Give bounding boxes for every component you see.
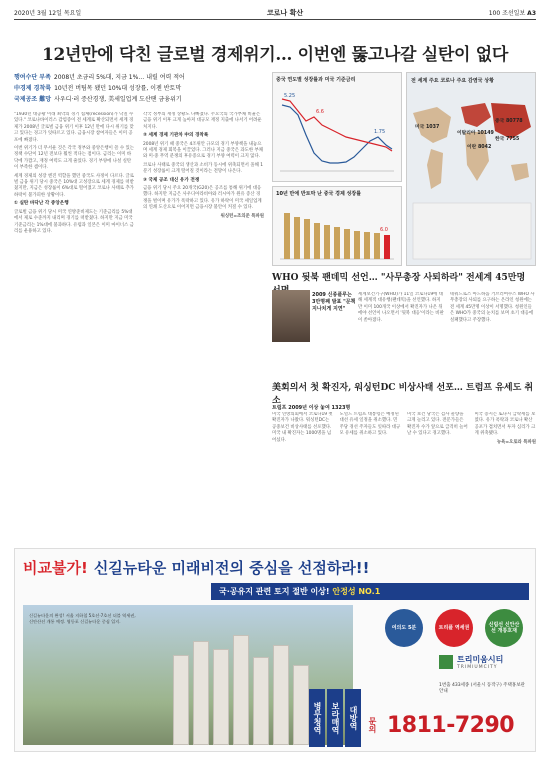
page-header [14, 8, 536, 20]
chart-title: 중국 연도별 성장률과 미국 기준금리 [276, 77, 356, 83]
brand-logo [439, 653, 529, 675]
building [213, 649, 229, 745]
sub-headline [14, 83, 264, 94]
ad-bar-text: 국·공유지 관련 토지 절반 이상! [219, 587, 330, 596]
phone-label: 문의 [368, 717, 377, 733]
continent-africa [465, 131, 492, 181]
ad-badge: 신림선 신안산선 개통호재 [485, 609, 523, 647]
us-subhead: 트럼프 2009년 이상 놓여 1323명 [272, 405, 351, 411]
chart-graphic [276, 199, 398, 263]
sub-headline [14, 72, 264, 83]
station-sign: 대방역 [345, 689, 361, 747]
article-column: 미국 보건 당국은 검사 물량을 크게 늘리고 있다. 전문가들은 확진자 수가 앞으로 급격히 늘어날 수 있다고 경고했다. [407, 412, 468, 437]
article-paragraph: 코로나 사태로 중국의 생산과 소비가 동시에 위축되면서 올해 1분기 성장률이 크게 떨어질 것이라는 전망이 나온다. [143, 162, 263, 175]
article-paragraph: "1930년 대공황 이래 최악의 경기 침체(recession)가 닥칠 수 있다." 코로나바이러스 감염증이 전 세계로 확산되면서 세계 경제가 2008년 글로벌 금융 위기 이후 12년 만에 다시 위기를 맞고 있다는 경고가 잇따르고 있다. 금융시장 참여자들은 이미 공포에 빠졌다. [14, 112, 134, 143]
logo-name: 트리미움시티 [457, 655, 504, 664]
chart-graphic [276, 85, 398, 177]
paper-name: 100 조선일보 [488, 10, 526, 17]
bar [344, 229, 350, 259]
article-subhead: ① 실탄 바닥난 각 중앙은행 [14, 201, 69, 207]
continent-south-america [427, 149, 443, 189]
article-subhead: ② 세계 경제 기관차 中의 경착륙 [143, 133, 209, 139]
sub-text: 10년전 버팀목 됐던 10%대 성장률, 이젠 반토막 [54, 85, 182, 92]
who-director-photo [272, 290, 310, 342]
section-title: 코로나 확산 [266, 8, 304, 17]
building [253, 657, 269, 745]
bar [304, 219, 310, 259]
building [233, 635, 249, 745]
continent-oceania [511, 163, 529, 181]
article-paragraph: 2008년 위기 때 중국은 4조위안 규모의 경기 부양책을 내놓으며 세계 경제 회복을 이끌었다. 그러나 지금 중국은 과도한 부채와 미·중 무역 분쟁의 후유증으로 경기 부양 여력이 크지 않다. [143, 141, 263, 160]
article-paragraph: 글로벌 금융 위기 당시 미국 연방준비제도는 기준금리를 5%대에서 제로 수준까지 내리며 경기를 떠받쳤다. 하지만 지금 미국 기준금리는 1%대에 불과하다. 유럽과 일본은 이미 마이너스 금리를 운용하고 있다. [14, 209, 134, 234]
building [273, 645, 289, 745]
ad-headline-blue: 신길뉴타운 미래비전의 중심을 선점하라!! [93, 559, 370, 577]
map-title: 전 세계 주요 코로나 주요 감염국 상황 [411, 78, 494, 84]
ad-headline [23, 557, 370, 578]
ad-badge: 여의도 5분 [385, 609, 423, 647]
sub-text: 2008년 초금리 5%대, 지금 1%… 내릴 여력 적어 [53, 74, 185, 81]
real-estate-ad [14, 548, 536, 752]
data-label: 6.6 [316, 109, 324, 115]
sub-headline [14, 94, 264, 105]
bar [284, 213, 290, 259]
article-column: 미국 연방의회에서 코로나19 첫 확진자가 나왔다. 워싱턴DC는 공중보건 비상사태를 선포했다. 미국 내 확진자는 1000명을 넘어섰다. [272, 412, 333, 443]
article-column: 도널드 트럼프 대통령은 예정된 대선 유세 일정을 취소했다. 민주당 경선 주자들도 잇따라 대규모 유세를 취소하고 있다. [339, 412, 401, 437]
article-byline: 워싱턴=조의준 특파원 [220, 213, 264, 219]
sub-label: 국제공조 難망 [14, 96, 52, 103]
us-headline: 美회의서 첫 확진자, 워싱턴DC 비상사태 선포… 트럼프 유세도 취소 [272, 383, 534, 406]
data-label: 5.25 [284, 93, 296, 99]
main-headline: 12년만에 닥친 글로벌 경제위기… 이번엔 뚫고나갈 실탄이 없다 [41, 45, 508, 65]
article-byline: 뉴욕=오로라 특파원 [496, 439, 536, 445]
bar [324, 225, 330, 259]
us-article [272, 412, 536, 538]
world-infection-map [406, 72, 536, 266]
map-label: 이탈리아 10149 [457, 131, 494, 136]
building [173, 655, 189, 745]
data-label: 1.75 [374, 129, 386, 135]
rate-growth-chart [272, 72, 402, 182]
building [293, 665, 309, 745]
chart-title: 10년 만에 반토막 난 중국 경제 성장률 [276, 191, 362, 197]
bar [294, 217, 300, 259]
article-paragraph: 미국 증시는 또다시 급락세를 보였다. 유가 폭락과 코로나 확산 공포가 겹치면서 투자 심리가 크게 위축됐다. [474, 412, 536, 437]
article-column [14, 112, 135, 362]
ad-description: 신길뉴타운의 완성! 서울 지하철 5호선·7호선 더블 역세권, 신안산선 개통 예정. 영등포 신길뉴타운 중심 입지. [29, 613, 136, 624]
article-paragraph: 금융 위기 당시 주요 20개국(G20)은 공조를 통해 위기에 대응했다. 하지만 지금은 사우디아라비아와 러시아가 원유 증산 경쟁을 벌이며 유가가 폭락하고 있다. 유가 하락이 미국 셰일업계의 연쇄 도산으로 이어지면 금융시장 불안이 커질 수 있다. [143, 186, 262, 211]
station-sign: 보라매역 [327, 689, 343, 747]
main-article [14, 112, 264, 362]
sub-text: 사우디·러 증산경쟁, 美세일업계 도산땐 금융위기 [54, 96, 182, 103]
ad-bar-highlight: 안정성 NO.1 [332, 587, 381, 596]
article-paragraph: 세계 경제의 성장 엔진 역할을 했던 중국도 사정이 다르다. 글로벌 금융 위기 당시 중국은 10%대 고성장으로 세계 경제를 떠받쳤지만, 지금은 성장률이 6%대로 떨어졌고 코로나 사태로 추가 하락이 불가피한 상황이다. [14, 173, 134, 198]
series-line-growth [282, 99, 392, 151]
map-graphic [407, 73, 536, 266]
bar [334, 227, 340, 259]
map-label: 중국 80778 [495, 119, 523, 124]
sub-label: 행여수단 부족 [14, 74, 51, 81]
article-column [475, 412, 537, 538]
ad-headline-red: 비교불가! [23, 559, 88, 577]
paper-page [489, 8, 536, 17]
station-sign: 병무청역 [309, 689, 325, 747]
logo-mark-icon [439, 655, 453, 669]
sub-headlines [14, 72, 264, 105]
who-article [358, 292, 536, 364]
page-number: A3 [527, 10, 536, 17]
article-column [143, 112, 264, 362]
bar [364, 232, 370, 259]
article-subhead: ③ 국제 공조 대신 유가 전쟁 [143, 177, 200, 183]
visit-info: 1번출 433세종 (서울시 동작구) 주택홍보관 안내 [439, 683, 525, 694]
article-paragraph: 각국 정부의 재정 상황도 나빠졌다. 주요국의 국가부채 비율은 금융 위기 이후 크게 높아져 대규모 재정 지출에 나서기 어려운 처지다. [143, 112, 262, 130]
map-label: 이란 8042 [467, 145, 492, 150]
continent-europe [461, 103, 491, 127]
building [193, 641, 209, 745]
article-paragraph: 이번 위기가 더 무서운 것은 각국 정부와 중앙은행이 쓸 수 있는 정책 수단이 12년 전보다 훨씬 적다는 점이다. 금리는 이미 바닥에 가깝고, 재정 여력도 크게 줄었다. 경기 부양에 나설 실탄이 부족한 셈이다. [14, 146, 134, 171]
ad-badge: 트리플 역세권 [435, 609, 473, 647]
map-label: 미국 1037 [415, 125, 440, 130]
issue-date: 2020년 3월 12일 목요일 [14, 10, 82, 17]
article-column: 세계보건기구(WHO)가 11일 코로나19에 대해 세계적 대유행(팬데믹)을 선언했다. 하지만 이미 100개국 이상에서 확진자가 나온 뒤에야 선언이 나오면서 '뒷북 대응'이라는 비판이 쏟아졌다. [358, 292, 444, 323]
logo-sub: TRIMIUMCITY [457, 665, 498, 670]
sub-label: 中경제 경착륙 [14, 85, 52, 92]
china-growth-chart [272, 186, 402, 266]
map-label: 한국 7755 [495, 137, 520, 142]
photo-caption: 2009 신종플루는 3만명째 발표 "문책지나치게 지연" [312, 292, 356, 312]
bar [354, 231, 360, 259]
who-headline: WHO 뒷북 팬데믹 선언… "사무총장 사퇴하라" 전세계 45만명 [272, 273, 526, 283]
phone-number: 1811-7290 [387, 713, 515, 738]
ad-city-image [23, 605, 353, 745]
bar [314, 223, 320, 259]
bar [384, 235, 390, 259]
ad-banner-bar [211, 583, 529, 600]
article-column: 테워드로스 아드하놈 거브러여수스 WHO 사무총장의 사퇴를 요구하는 온라인 청원에는 전 세계 45만명 이상이 서명했다. 청원인들은 WHO가 중국의 눈치를 보며 초기 대응에 실패했다고 주장했다. [450, 292, 535, 323]
bar [374, 233, 380, 259]
data-label: 6.0 [380, 227, 388, 233]
map-legend-box [413, 203, 531, 259]
